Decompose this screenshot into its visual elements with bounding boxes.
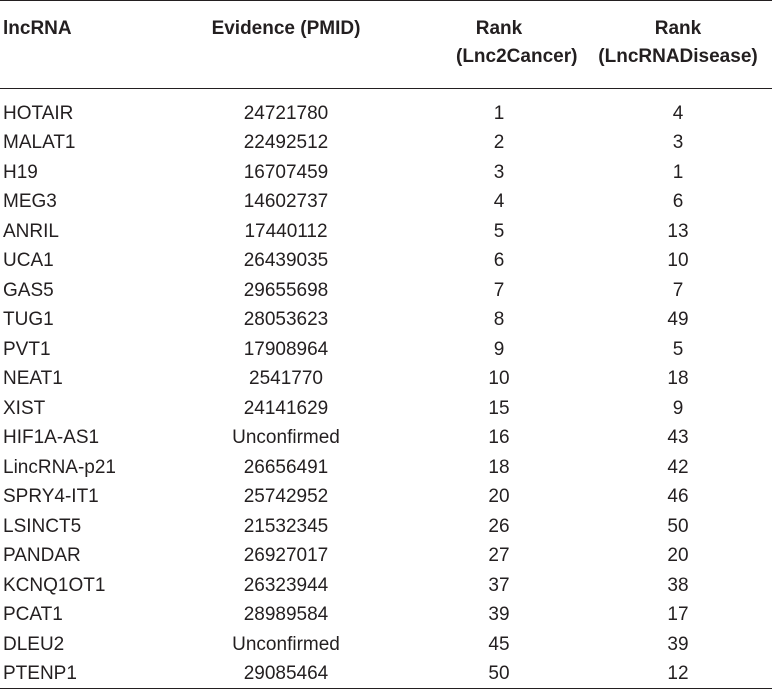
cell-evidence-pmid: 29655698 — [243, 279, 329, 301]
cell-rank-lnc2cancer: 37 — [488, 574, 510, 596]
cell-rank-lncrnadisease: 50 — [667, 515, 689, 537]
cell-evidence-pmid: 26656491 — [243, 456, 329, 478]
table-row — [0, 394, 772, 424]
cell-evidence-pmid: 17440112 — [244, 220, 328, 242]
table-row — [0, 423, 772, 453]
cell-evidence-pmid: 28053623 — [243, 309, 329, 331]
cell-rank-lncrnadisease: 49 — [667, 309, 689, 331]
cell-rank-lnc2cancer: 9 — [493, 338, 505, 360]
cell-lncrna: PANDAR — [3, 545, 81, 567]
table-row — [0, 482, 772, 512]
table-row — [0, 276, 772, 306]
cell-evidence-pmid: 25742952 — [243, 486, 329, 508]
cell-lncrna: PCAT1 — [3, 604, 63, 626]
cell-evidence-pmid: 26323944 — [243, 574, 329, 596]
cell-evidence-pmid: 29085464 — [158, 659, 414, 689]
table-row — [0, 187, 772, 217]
header-rank-lnc2cancer: Rank (Lnc2Cancer) — [414, 1, 584, 89]
table-row — [0, 571, 772, 601]
cell-evidence-pmid: 22492512 — [243, 132, 329, 154]
cell-lncrna: HOTAIR — [3, 103, 74, 124]
table-row — [0, 512, 772, 542]
cell-rank-lnc2cancer: 15 — [488, 397, 510, 419]
header-lncrna: lncRNA — [0, 1, 158, 89]
cell-lncrna: GAS5 — [3, 279, 54, 301]
cell-lncrna: DLEU2 — [3, 633, 65, 655]
cell-rank-lncrnadisease: 13 — [667, 220, 689, 242]
cell-lncrna: PVT1 — [3, 338, 51, 360]
table-row — [0, 630, 772, 660]
cell-lncrna: ANRIL — [3, 220, 59, 242]
header-evidence-pmid: Evidence (PMID) — [158, 1, 414, 89]
cell-rank-lnc2cancer: 6 — [493, 250, 505, 272]
cell-rank-lnc2cancer: 18 — [488, 456, 510, 478]
cell-rank-lncrnadisease: 12 — [584, 659, 772, 689]
cell-rank-lnc2cancer: 4 — [493, 191, 505, 213]
cell-lncrna: LincRNA-p21 — [3, 456, 116, 478]
cell-lncrna: HIF1A-AS1 — [3, 427, 100, 449]
cell-rank-lncrnadisease: 39 — [667, 633, 689, 655]
cell-lncrna: PTENP1 — [0, 659, 158, 689]
cell-evidence-pmid: 24721780 — [243, 103, 329, 124]
cell-rank-lnc2cancer: 39 — [488, 604, 510, 626]
cell-evidence-pmid: 26439035 — [243, 250, 329, 272]
cell-rank-lnc2cancer: 27 — [488, 545, 510, 567]
cell-lncrna: KCNQ1OT1 — [3, 574, 106, 596]
cell-evidence-pmid: 26927017 — [243, 545, 329, 567]
cell-rank-lncrnadisease: 9 — [672, 397, 684, 419]
cell-rank-lnc2cancer: 26 — [488, 515, 510, 537]
cell-evidence-pmid: 16707459 — [243, 161, 329, 183]
cell-evidence-pmid: 28989584 — [243, 604, 329, 626]
cell-rank-lncrnadisease: 10 — [667, 250, 689, 272]
cell-evidence-pmid: 14602737 — [243, 191, 329, 213]
cell-rank-lncrnadisease: 4 — [672, 103, 684, 124]
cell-rank-lnc2cancer: 50 — [414, 659, 584, 689]
cell-rank-lnc2cancer: 8 — [493, 309, 505, 331]
table-row — [0, 89, 772, 129]
cell-rank-lnc2cancer: 7 — [493, 279, 505, 301]
cell-rank-lnc2cancer: 1 — [493, 103, 505, 124]
cell-lncrna: MEG3 — [3, 191, 57, 213]
cell-rank-lnc2cancer: 5 — [493, 220, 505, 242]
table-row — [0, 158, 772, 188]
cell-lncrna: XIST — [3, 397, 46, 419]
cell-rank-lnc2cancer: 10 — [488, 368, 510, 390]
cell-evidence-pmid: 17908964 — [243, 338, 329, 360]
cell-rank-lncrnadisease: 43 — [667, 427, 689, 449]
cell-rank-lncrnadisease: 17 — [667, 604, 689, 626]
cell-lncrna: NEAT1 — [3, 368, 63, 390]
table-row — [0, 217, 772, 247]
cell-rank-lnc2cancer: 2 — [493, 132, 505, 154]
cell-evidence-pmid: 2541770 — [249, 368, 323, 390]
cell-rank-lnc2cancer: 16 — [488, 427, 510, 449]
cell-evidence-pmid: 24141629 — [243, 397, 329, 419]
cell-rank-lncrnadisease: 5 — [672, 338, 684, 360]
cell-rank-lnc2cancer: 3 — [493, 161, 505, 183]
cell-evidence-pmid: Unconfirmed — [232, 427, 340, 449]
cell-rank-lncrnadisease: 18 — [667, 368, 689, 390]
cell-rank-lncrnadisease: 42 — [667, 456, 689, 478]
table-row — [0, 246, 772, 276]
cell-rank-lncrnadisease: 46 — [667, 486, 689, 508]
cell-rank-lncrnadisease: 7 — [672, 279, 684, 301]
cell-evidence-pmid: 21532345 — [243, 515, 329, 537]
table-body — [0, 89, 772, 689]
cell-evidence-pmid: Unconfirmed — [232, 633, 340, 655]
cell-lncrna: SPRY4-IT1 — [3, 486, 99, 508]
cell-rank-lncrnadisease: 1 — [672, 161, 684, 183]
header-rank-lncrnadisease: Rank (LncRNADisease) — [584, 1, 772, 89]
cell-lncrna: LSINCT5 — [3, 515, 82, 537]
cell-lncrna: H19 — [3, 161, 38, 183]
cell-lncrna: UCA1 — [3, 250, 54, 272]
cell-rank-lncrnadisease: 3 — [672, 132, 684, 154]
table-row — [0, 541, 772, 571]
cell-rank-lnc2cancer: 45 — [488, 633, 510, 655]
cell-lncrna: MALAT1 — [3, 132, 76, 154]
table-row — [0, 600, 772, 630]
table-row — [0, 128, 772, 158]
cell-lncrna: TUG1 — [3, 309, 54, 331]
header-row — [0, 1, 772, 89]
cell-rank-lnc2cancer: 20 — [488, 486, 510, 508]
table-row — [0, 453, 772, 483]
table-header — [0, 1, 772, 89]
table-row — [0, 659, 772, 689]
table-row — [0, 364, 772, 394]
cell-rank-lncrnadisease: 38 — [667, 574, 689, 596]
table-row — [0, 335, 772, 365]
cell-rank-lncrnadisease: 20 — [667, 545, 689, 567]
cell-rank-lncrnadisease: 6 — [672, 191, 684, 213]
table-row — [0, 305, 772, 335]
